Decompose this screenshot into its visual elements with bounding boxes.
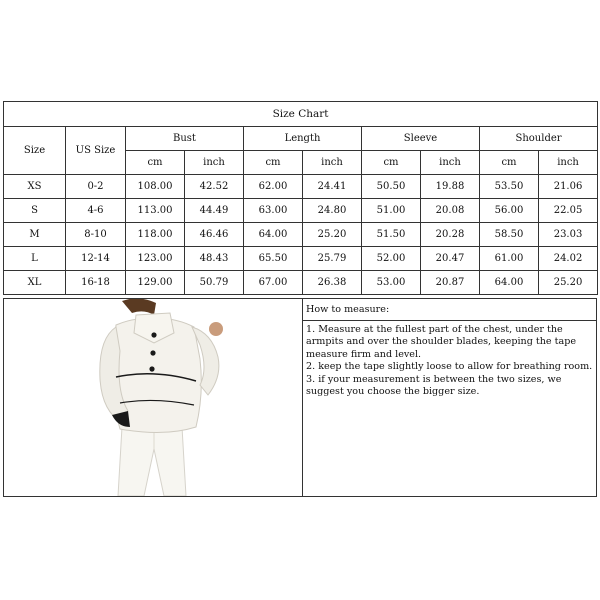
unit-inch: inch: [303, 151, 362, 175]
chart-title: Size Chart: [4, 102, 598, 127]
bust-inch-cell: 42.52: [185, 175, 244, 199]
bust-cm-cell: 129.00: [126, 271, 185, 295]
how-to-measure: [303, 299, 596, 496]
length-inch-cell: 24.41: [303, 175, 362, 199]
shoulder-cm-cell: 53.50: [480, 175, 539, 199]
length-cm-cell: 65.50: [244, 247, 303, 271]
unit-cm: cm: [480, 151, 539, 175]
product-photo: [4, 299, 303, 496]
measure-step: 2. keep the tape slightly loose to allow for breathing room.: [306, 361, 593, 373]
hair-shape: [122, 299, 156, 315]
unit-cm: cm: [126, 151, 185, 175]
length-inch-cell: 25.20: [303, 223, 362, 247]
us-size-cell: 8-10: [66, 223, 126, 247]
group-shoulder: Shoulder: [480, 127, 598, 151]
sleeve-inch-cell: 20.87: [421, 271, 480, 295]
trousers-shape: [118, 427, 186, 496]
how-to-measure-body: [303, 321, 596, 398]
table-row: [4, 247, 598, 271]
bust-cm-cell: 123.00: [126, 247, 185, 271]
shoulder-inch-cell: 22.05: [539, 199, 598, 223]
shoulder-cm-cell: 58.50: [480, 223, 539, 247]
title-row: [4, 102, 598, 127]
us-size-cell: 0-2: [66, 175, 126, 199]
button-shape: [150, 350, 155, 355]
sleeve-inch-cell: 20.28: [421, 223, 480, 247]
sleeve-cm-cell: 51.00: [362, 199, 421, 223]
model-illustration: [4, 299, 303, 496]
unit-cm: cm: [244, 151, 303, 175]
shoulder-inch-cell: 21.06: [539, 175, 598, 199]
group-bust: Bust: [126, 127, 244, 151]
size-cell: S: [4, 199, 66, 223]
sleeve-cm-cell: 51.50: [362, 223, 421, 247]
hand-shape: [209, 322, 223, 336]
bust-inch-cell: 44.49: [185, 199, 244, 223]
col-us-size-header: US Size: [66, 127, 126, 175]
sleeve-inch-cell: 19.88: [421, 175, 480, 199]
bust-inch-cell: 46.46: [185, 223, 244, 247]
us-size-cell: 4-6: [66, 199, 126, 223]
size-cell: M: [4, 223, 66, 247]
length-cm-cell: 62.00: [244, 175, 303, 199]
size-cell: XS: [4, 175, 66, 199]
length-inch-cell: 26.38: [303, 271, 362, 295]
bust-inch-cell: 50.79: [185, 271, 244, 295]
length-inch-cell: 25.79: [303, 247, 362, 271]
us-size-cell: 16-18: [66, 271, 126, 295]
table-row: [4, 175, 598, 199]
unit-cm: cm: [362, 151, 421, 175]
group-header-row: [4, 127, 598, 151]
measure-step: 3. if your measurement is between the two sizes, we suggest you choose the bigger size.: [306, 373, 562, 398]
button-shape: [151, 332, 156, 337]
button-shape: [149, 366, 154, 371]
size-cell: XL: [4, 271, 66, 295]
sleeve-cm-cell: 53.00: [362, 271, 421, 295]
shoulder-inch-cell: 23.03: [539, 223, 598, 247]
sleeve-inch-cell: 20.08: [421, 199, 480, 223]
measure-step: 1. Measure at the fullest part of the chest, under the armpits and over the shoulder blades, keeping the tape measure firm and level.: [306, 324, 577, 360]
table-row: [4, 223, 598, 247]
table-row: [4, 199, 598, 223]
shoulder-inch-cell: 24.02: [539, 247, 598, 271]
shoulder-inch-cell: 25.20: [539, 271, 598, 295]
length-cm-cell: 64.00: [244, 223, 303, 247]
measure-section: [3, 298, 597, 497]
shoulder-cm-cell: 61.00: [480, 247, 539, 271]
group-length: Length: [244, 127, 362, 151]
unit-inch: inch: [539, 151, 598, 175]
us-size-cell: 12-14: [66, 247, 126, 271]
group-sleeve: Sleeve: [362, 127, 480, 151]
length-cm-cell: 63.00: [244, 199, 303, 223]
how-to-measure-heading: How to measure:: [303, 299, 596, 321]
size-chart: [3, 101, 597, 295]
bust-cm-cell: 113.00: [126, 199, 185, 223]
bust-cm-cell: 118.00: [126, 223, 185, 247]
shoulder-cm-cell: 64.00: [480, 271, 539, 295]
unit-inch: inch: [421, 151, 480, 175]
sleeve-inch-cell: 20.47: [421, 247, 480, 271]
sleeve-cm-cell: 52.00: [362, 247, 421, 271]
size-chart-table: [3, 101, 598, 295]
col-size-header: Size: [4, 127, 66, 175]
bust-inch-cell: 48.43: [185, 247, 244, 271]
length-inch-cell: 24.80: [303, 199, 362, 223]
table-row: [4, 271, 598, 295]
shoulder-cm-cell: 56.00: [480, 199, 539, 223]
unit-inch: inch: [185, 151, 244, 175]
bust-cm-cell: 108.00: [126, 175, 185, 199]
sleeve-cm-cell: 50.50: [362, 175, 421, 199]
length-cm-cell: 67.00: [244, 271, 303, 295]
size-cell: L: [4, 247, 66, 271]
